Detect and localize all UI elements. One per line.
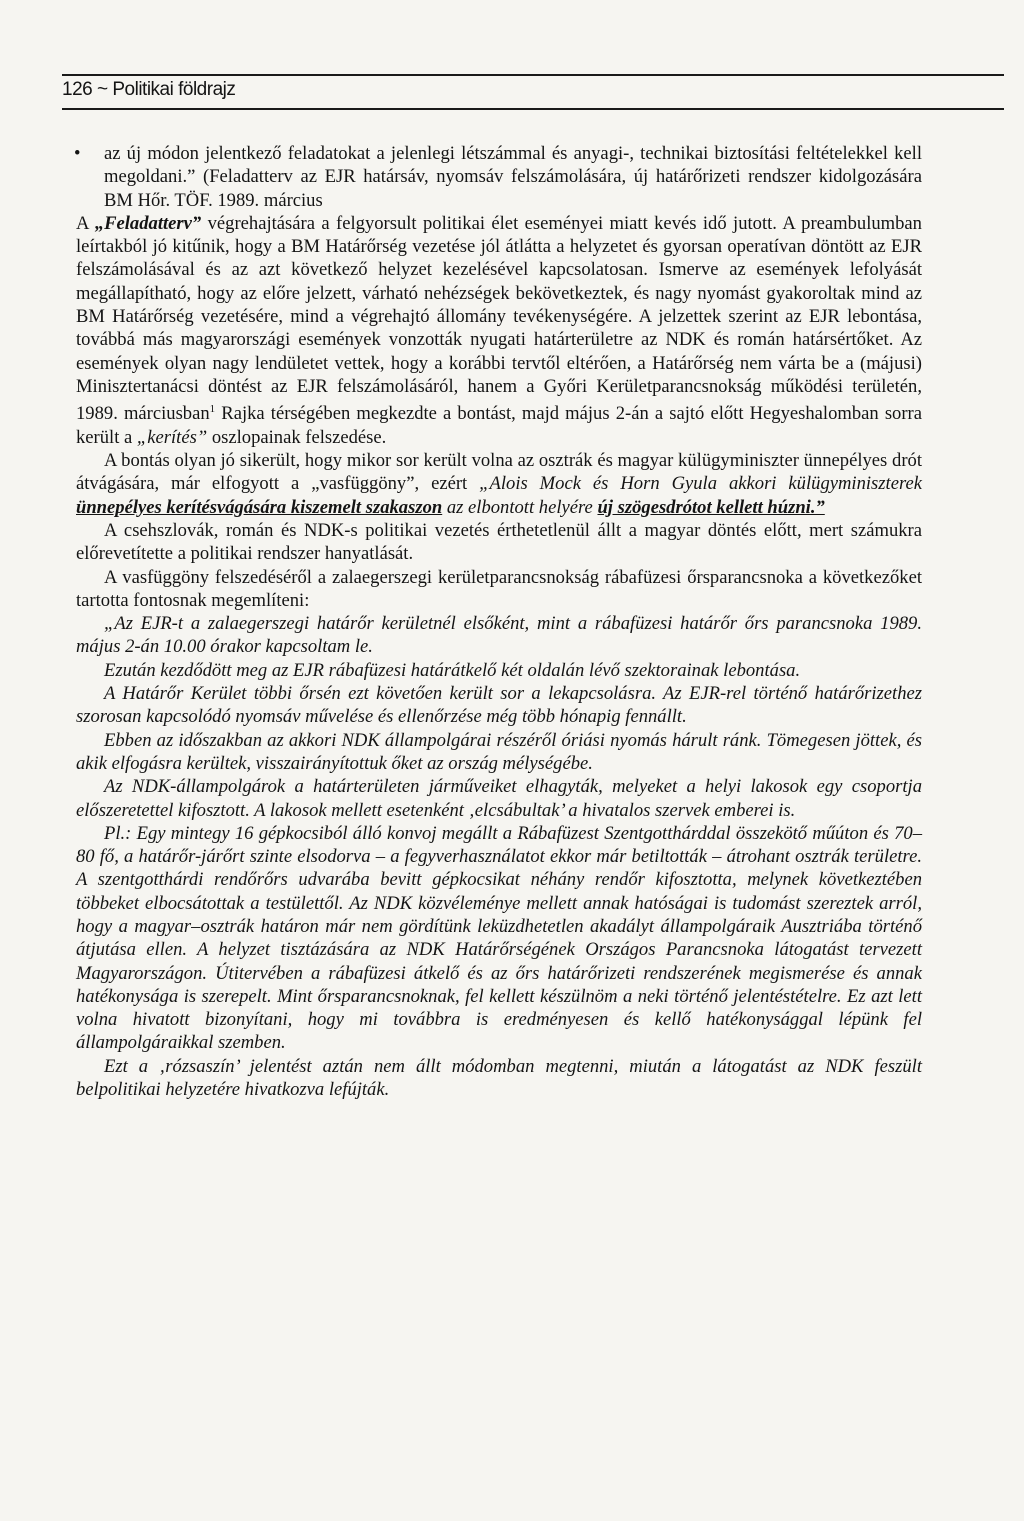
quote-paragraph: Ezután kezdődött meg az EJR rábafüzesi határátkelő két oldalán lévő szektorainak lebontása. xyxy=(104,659,801,681)
quote-paragraph: Az NDK-állampolgárok a határterületen járműveiket elhagyták, melyeket a helyi lakosok egy csoportja előszeretettel kifosztott. A lakosok mellett esetenként ‚elcsábultak’ a hivatalos szervek emberei is. xyxy=(76,776,922,821)
quote-paragraph: Ebben az időszakban az akkori NDK állampolgárai részéről óriási nyomás hárult ránk. Tömegesen jöttek, és akik elfogásra kerültek, visszairányítottuk őket az ország mélységébe. xyxy=(76,729,922,774)
paragraph-2 xyxy=(76,449,922,519)
page-body xyxy=(76,142,922,1101)
bullet-text: az új módon jelentkező feladatokat a jelenlegi létszámmal és anyagi-, technikai biztosítási feltételekkel kell megoldani.” (Feladatterv az EJR határsáv, nyomsáv felszámolására, új határőrizeti rendszer kidolgozására BM Hőr. TÖF. 1989. március xyxy=(104,143,922,211)
p2-bold1: ünnepélyes kerítésvágására kiszemelt szakaszon xyxy=(76,496,443,518)
p2-lead: A bontás olyan jó sikerült, hogy mikor sor került volna az osztrák és magyar külügyminiszter ünnepélyes drót átvágására, már elfogyott a „vasfüggöny”, ezért xyxy=(76,450,922,495)
paragraph-3: A csehszlovák, román és NDK-s politikai vezetés érthetetlenül állt a magyar döntés előtt, mert számukra előrevetítette a politikai rendszer hanyatlását. xyxy=(76,519,922,565)
paragraph-4: A vasfüggöny felszedéséről a zalaegerszegi kerületparancsnokság rábafüzesi őrsparancsnoka a következőket tartotta fontosnak megemlíteni: xyxy=(76,566,922,611)
p1-rest3: oszlopainak felszedése. xyxy=(207,426,387,448)
p1-italic2: „kerítés” xyxy=(136,426,208,448)
p1-italic: „Feladatterv” xyxy=(94,212,202,234)
p1-rest: végrehajtására a felgyorsult politikai élet eseményei miatt kevés idő jutott. A preambulumban leírtakból jó kitűnik, hogy a BM Határőrség vezetése jól átlátta a helyzetet és gyorsan operatívan döntött az EJR felszámolásával és az azt következő helyzet kezelésével kapcsolatosan. Ismerve az események lefolyását megállapítható, hogy az előre jelzett, várható nehézségek bekövetkeztek, és nagy nyomást gyakoroltak mind az BM Határőrség vezetésére, mind a végrehajtó állomány tevékenységére. A jelzettek szerint az EJR lebontása, továbbá más magyarországi események vonzották nyugati határterületre az NDK és román határsértőket. Az események olyan nagy lendületet vettek, hogy a korábbi tervtől eltérően, a Határőrség nem várta be a (májusi) Minisztertanácsi döntést az EJR felszámolásáról, hanem a Győri Kerületparancsnokság működési területén, 1989. márciusban xyxy=(76,212,922,425)
p1-lead: A xyxy=(76,212,95,234)
quote-paragraph: A Határőr Kerület többi őrsén ezt követően került sor a lekapcsolásra. Az EJR-rel történő határőrizethez szorosan kapcsolódó nyomsáv művelése és ellenőrzése még több hónapig fennállt. xyxy=(76,683,922,728)
p1-rest2: Rajka térségében megkezdte a bontást, majd május 2-án a sajtó előtt Hegyeshalomban sorra került a xyxy=(76,403,922,448)
quote-paragraph: Ezt a ‚rózsaszín’ jelentést aztán nem állt módomban megtenni, miután a látogatást az NDK feszült belpolitikai helyzetére hivatkozva lefújták. xyxy=(76,1055,922,1101)
bullet-icon: • xyxy=(74,143,81,164)
bullet-item xyxy=(76,142,922,212)
page-title: 126 ~ Politikai földrajz xyxy=(62,79,236,100)
p2-italic: „Alois Mock és Horn Gyula akkori külügyminiszterek xyxy=(479,473,922,495)
footnote-marker: 1 xyxy=(209,403,216,416)
quote-paragraph: „Az EJR-t a zalaegerszegi határőr kerületnél elsőként, mint a rábafüzesi határőr őrs parancsnoka 1989. május 2-án 10.00 órakor kapcsoltam le. xyxy=(76,613,922,658)
page-header xyxy=(62,74,1004,110)
p2-italic-mid: az elbontott helyére xyxy=(442,496,598,518)
quote-paragraph: Pl.: Egy mintegy 16 gépkocsiból álló konvoj megállt a Rábafüzest Szentgotthárddal összekötő műúton és 70–80 fő, a határőr-járőrt szinte elsodorva – a fegyverhasználatot ekkor már betiltották – átrohant osztrák területre. A szentgotthárdi rendőrőrs udvarába bevitt gépkocsikat néhány rendőr kifosztotta, melynek következtében többeket elbocsátottak a testülettől. Az NDK közvéleménye mellett annak hatóságai is tudomást szereztek arról, hogy a magyar–osztrák határon már nem gördítünk leküzdhetetlen akadályt állampolgáraik Ausztriába történő átjutása ellen. A helyzet tisztázására az NDK Határőrségének Országos Parancsnoka látogatást tervezett Magyarországon. Útitervében a rábafüzesi átkelő és az őrs határőrizeti rendszerének megismerése és annak hatékonysága is szerepelt. Mint őrsparancsnoknak, fel kellett készülnöm a neki történő jelentéstételre. Ez azt lett volna hivatott bizonyítani, hogy mi továbbra is eredményesen és kellő hatékonysággal lépünk fel állampolgáraikkal szemben. xyxy=(76,822,922,1054)
paragraph-1 xyxy=(76,212,922,449)
p2-bold2: új szögesdrótot kellett húzni.” xyxy=(597,496,825,518)
